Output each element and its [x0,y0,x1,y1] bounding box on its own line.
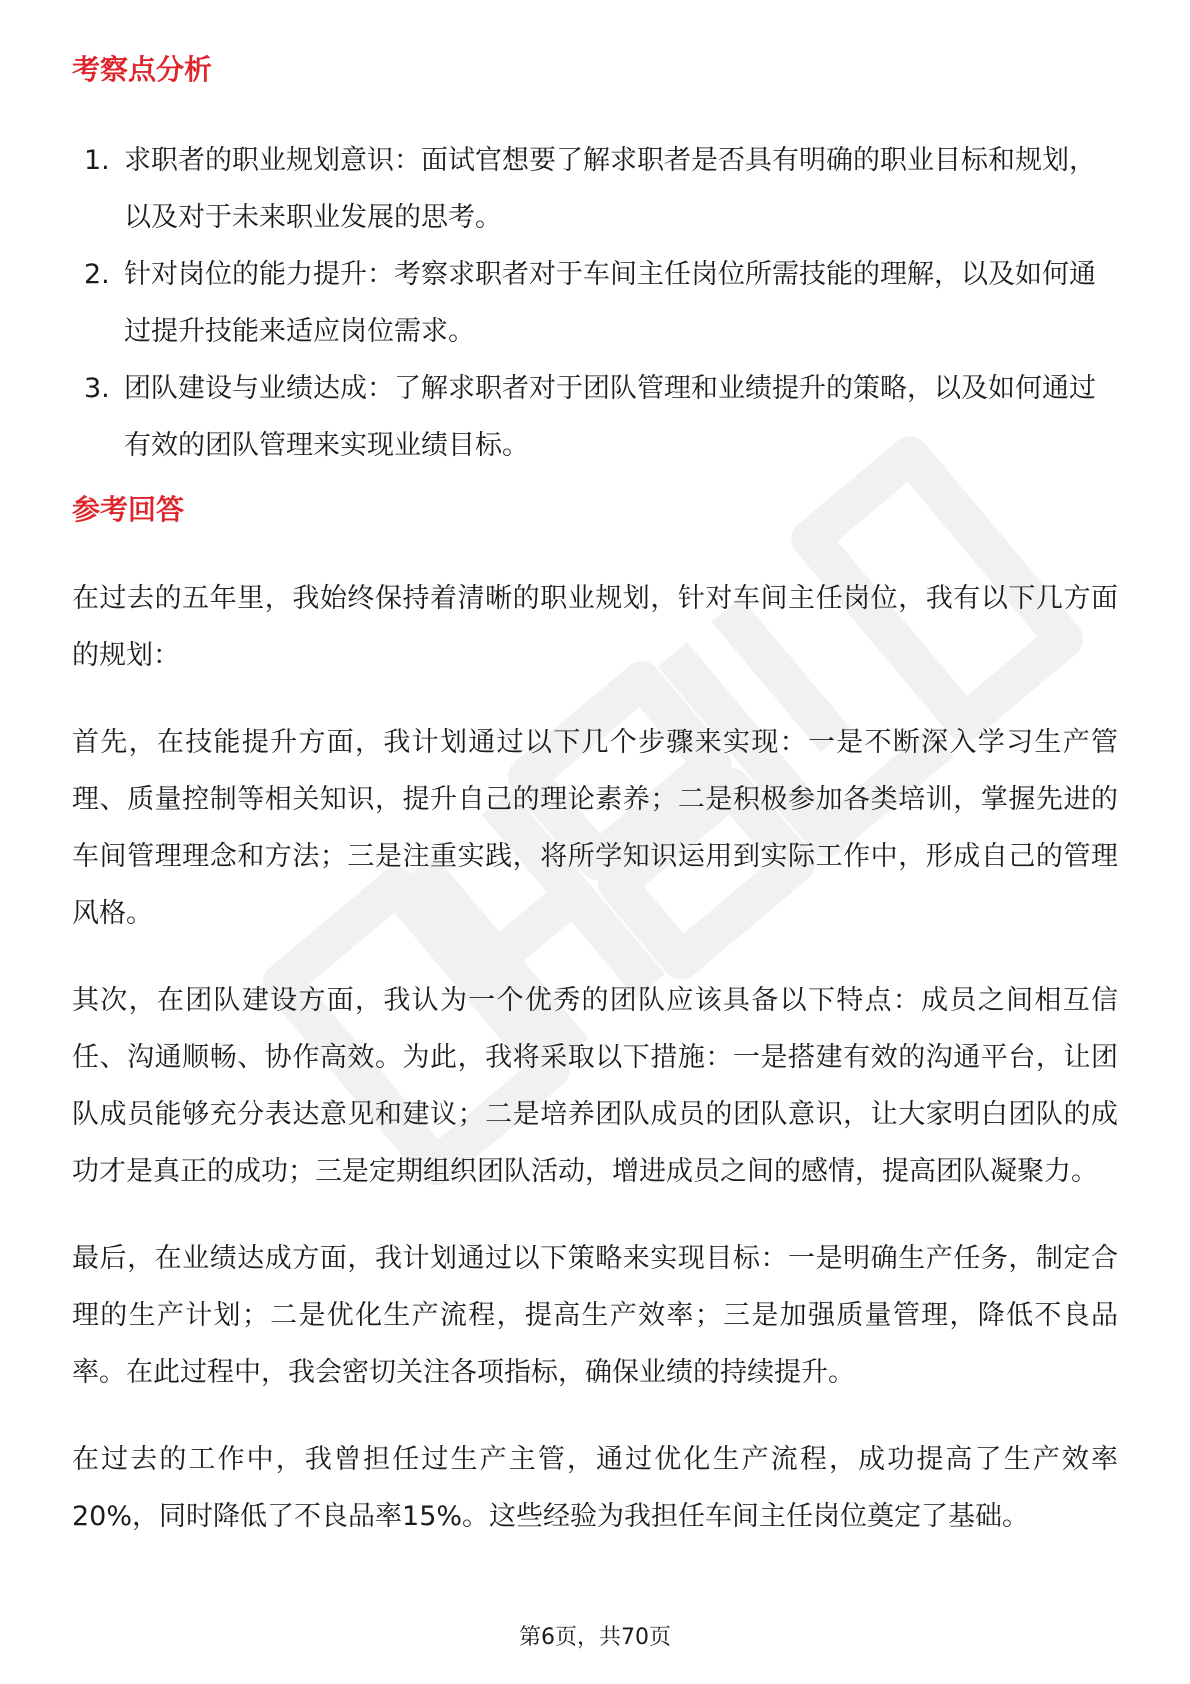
answer-section-title: 参考回答 [72,493,185,526]
list-item-number: 3. [84,373,110,404]
answer-paragraph: 在过去的工作中，我曾担任过生产主管，通过优化生产流程，成功提高了生产效率20%，同时降低了不良品率15%。这些经验为我担任车间主任岗位奠定了基础。 [72,1444,1118,1532]
analysis-points-list [72,132,1118,474]
list-item [72,132,1118,246]
list-item [72,246,1118,360]
list-item-number: 2. [84,259,110,290]
answer-paragraph: 首先，在技能提升方面，我计划通过以下几个步骤来实现：一是不断深入学习生产管理、质量控制等相关知识，提升自己的理论素养；二是积极参加各类培训，掌握先进的车间管理理念和方法；三是注重实践，将所学知识运用到实际工作中，形成自己的管理风格。 [72,727,1118,929]
list-item-text: 团队建设与业绩达成：了解求职者对于团队管理和业绩提升的策略，以及如何通过有效的团队管理来实现业绩目标。 [124,373,1096,461]
list-item [72,360,1118,474]
list-item-text: 针对岗位的能力提升：考察求职者对于车间主任岗位所需技能的理解，以及如何通过提升技能来适应岗位需求。 [124,259,1096,347]
list-item-number: 1. [84,145,110,176]
main-content [72,50,1118,1575]
page-number-footer: 第6页，共70页 [519,1625,671,1650]
answer-paragraph: 其次，在团队建设方面，我认为一个优秀的团队应该具备以下特点：成员之间相互信任、沟通顺畅、协作高效。为此，我将采取以下措施：一是搭建有效的沟通平台，让团队成员能够充分表达意见和建议；二是培养团队成员的团队意识，让大家明白团队的成功才是真正的成功；三是定期组织团队活动，增进成员之间的感情，提高团队凝聚力。 [72,985,1118,1187]
answer-paragraph: 在过去的五年里，我始终保持着清晰的职业规划，针对车间主任岗位，我有以下几方面的规划： [72,583,1118,671]
list-item-text: 求职者的职业规划意识：面试官想要了解求职者是否具有明确的职业目标和规划，以及对于未来职业发展的思考。 [124,145,1096,233]
answer-paragraph: 最后，在业绩达成方面，我计划通过以下策略来实现目标：一是明确生产任务，制定合理的生产计划；二是优化生产流程，提高生产效率；三是加强质量管理，降低不良品率。在此过程中，我会密切关注各项指标，确保业绩的持续提升。 [72,1243,1118,1388]
analysis-section-title: 考察点分析 [72,53,213,86]
